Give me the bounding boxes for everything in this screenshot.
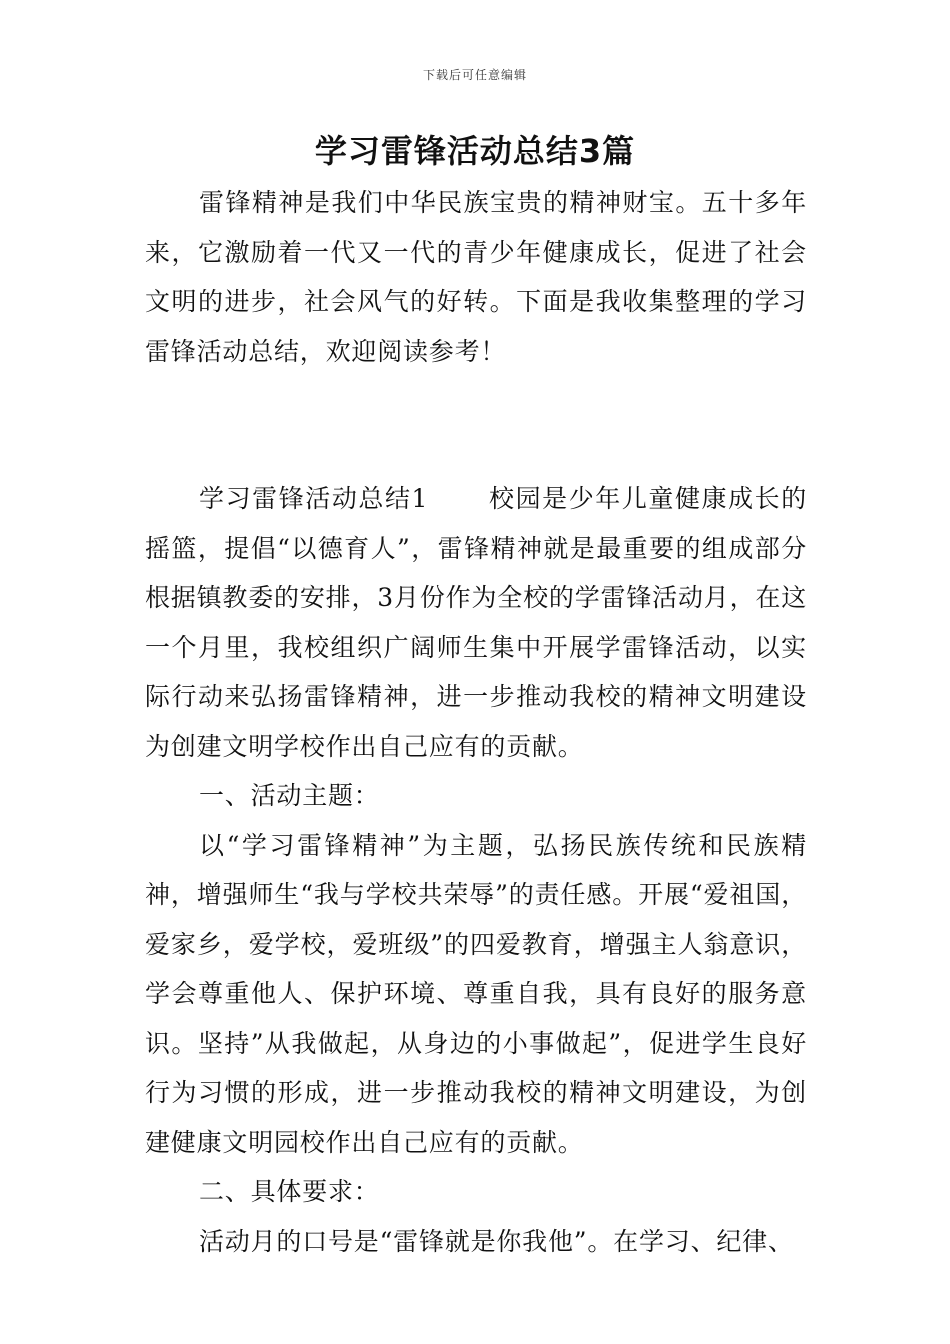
item2-paragraph: 活动月的口号是“雷锋就是你我他”。在学习、纪律、: [199, 1226, 794, 1256]
intro-paragraph: 雷锋精神是我们中华民族宝贵的精神财宝。五十多年来，它激励着一代又一代的青少年健康成长，促进了社会文明的进步，社会风气的好转。下面是我收集整理的学习雷锋活动总结，欢迎阅读参考！: [145, 188, 807, 366]
section1-text: 校园是少年儿童健康成长的摇篮，提倡“以德育人”，雷锋精神就是最重要的组成部分根据镇教委的安排，3月份作为全校的学雷锋活动月，在这一个月里，我校组织广阔师生集中开展学雷锋活动，以实际行动来弘扬雷锋精神，进一步推动我校的精神文明建设为创建文明学校作出自己应有的贡献。: [145, 484, 808, 761]
document-title: 学习雷锋活动总结3篇: [314, 132, 636, 170]
document-body: [145, 178, 807, 1266]
item1-paragraph: 以“学习雷锋精神”为主题，弘扬民族传统和民族精神，增强师生“我与学校共荣辱”的责任感。开展“爱祖国，爱家乡，爱学校，爱班级”的四爱教育，增强主人翁意识，学会尊重他人、保护环境、尊重自我，具有良好的服务意识。坚持”从我做起，从身边的小事做起”，促进学生良好行为习惯的形成，进一步推动我校的精神文明建设，为创建健康文明园校作出自己应有的贡献。: [145, 830, 807, 1157]
item2-heading: 二、具体要求：: [199, 1177, 380, 1206]
section1-paragraph: [145, 474, 807, 771]
header-note: 下载后可任意编辑: [422, 68, 527, 82]
section1-heading: 学习雷锋活动总结1: [199, 484, 429, 513]
item1-heading: 一、活动主题：: [199, 781, 380, 810]
